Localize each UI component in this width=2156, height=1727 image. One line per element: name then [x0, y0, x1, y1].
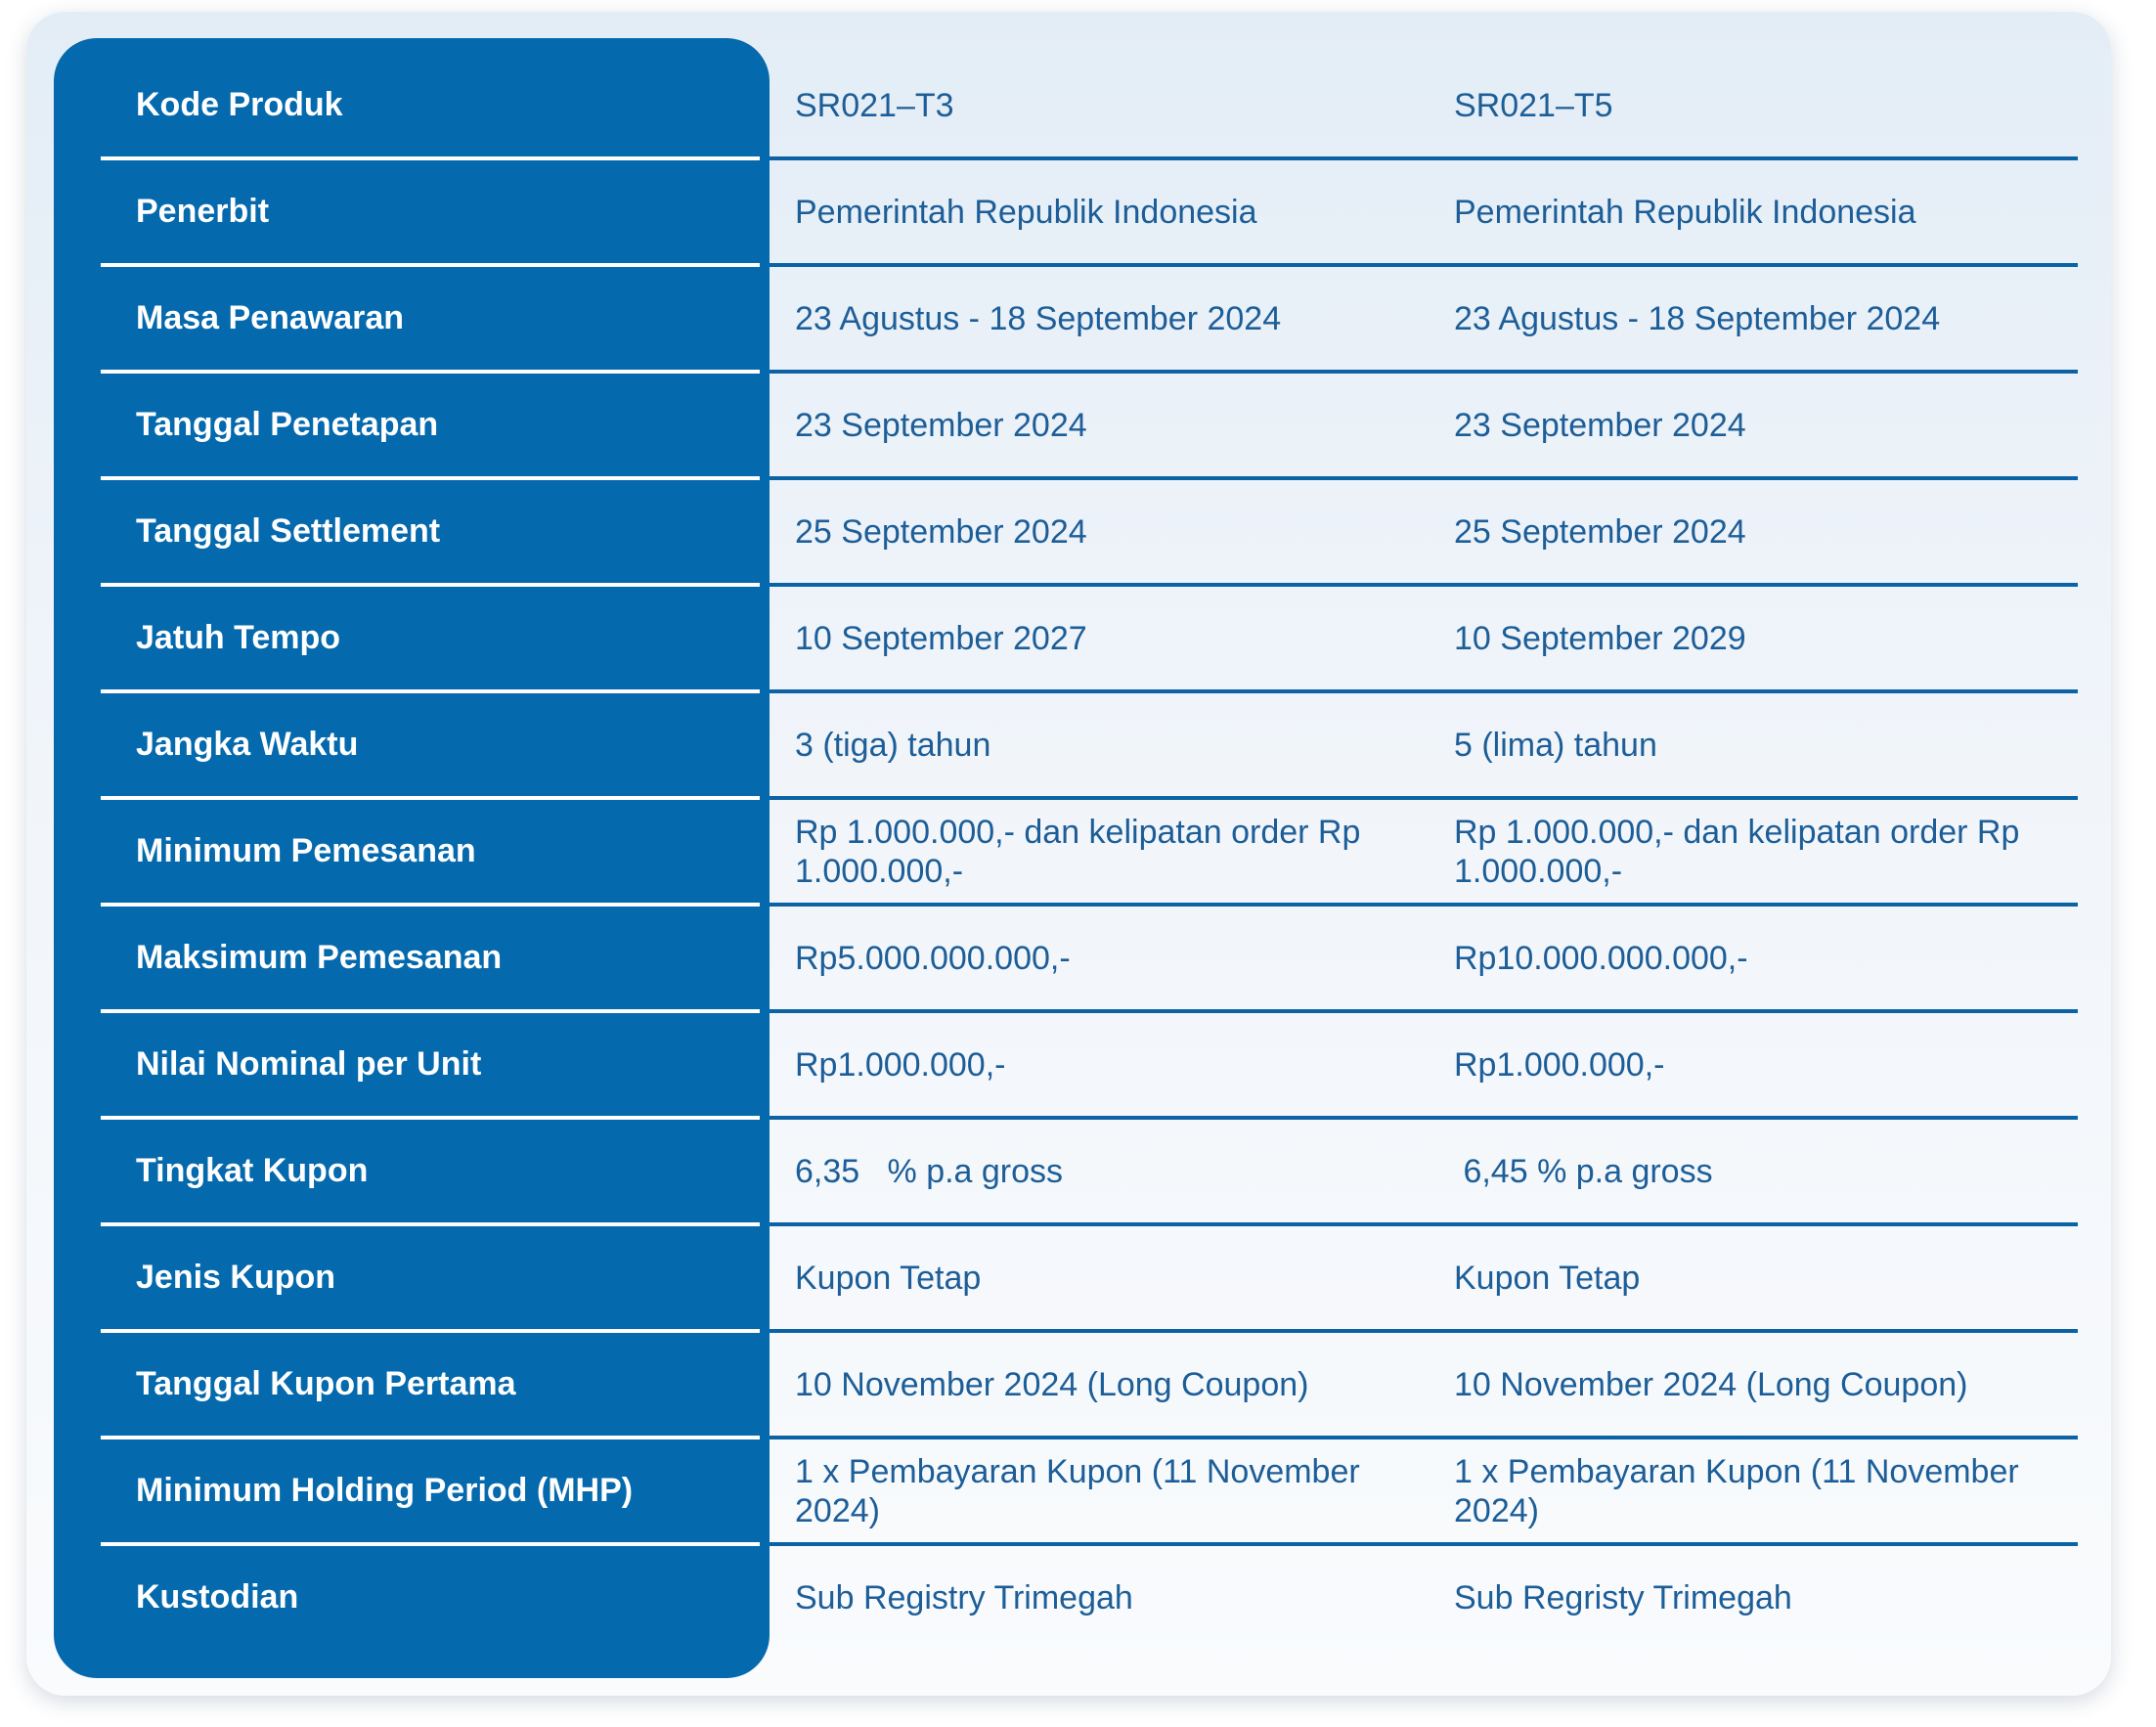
- table-row: [0, 585, 2156, 691]
- row-divider-right: [770, 1329, 2078, 1333]
- row-divider-right: [770, 903, 2078, 907]
- row-value-sr021-t5: 1 x Pembayaran Kupon (11 November 2024): [1454, 1452, 2019, 1529]
- row-divider-right: [770, 370, 2078, 374]
- row-label: Maksimum Pemesanan: [136, 939, 503, 976]
- row-value-sr021-t3: 23 September 2024: [795, 406, 1087, 444]
- row-value-sr021-t3: 3 (tiga) tahun: [795, 726, 991, 764]
- row-value-sr021-t5: 25 September 2024: [1454, 512, 1746, 551]
- row-divider-right: [770, 156, 2078, 160]
- table-row: [0, 265, 2156, 372]
- table-row: [0, 798, 2156, 905]
- table-row: [0, 905, 2156, 1011]
- row-label: Nilai Nominal per Unit: [136, 1045, 482, 1083]
- row-label: Kustodian: [136, 1578, 299, 1616]
- row-divider-right: [770, 263, 2078, 267]
- row-label: Minimum Holding Period (MHP): [136, 1472, 634, 1509]
- row-label: Tanggal Kupon Pertama: [136, 1365, 516, 1402]
- row-value-sr021-t3: Pemerintah Republik Indonesia: [795, 193, 1257, 231]
- table-row: [0, 1438, 2156, 1544]
- row-value-sr021-t5: SR021–T5: [1454, 86, 1613, 124]
- row-label: Masa Penawaran: [136, 299, 405, 336]
- row-value-sr021-t5: 23 Agustus - 18 September 2024: [1454, 299, 1941, 337]
- row-label: Jatuh Tempo: [136, 619, 341, 656]
- row-value-sr021-t5: Rp1.000.000,-: [1454, 1045, 1665, 1084]
- row-divider-right: [770, 1436, 2078, 1439]
- row-divider-right: [770, 583, 2078, 587]
- row-divider-left: [101, 796, 760, 800]
- row-divider-right: [770, 476, 2078, 480]
- row-divider-right: [770, 1222, 2078, 1226]
- row-value-sr021-t5: Pemerintah Republik Indonesia: [1454, 193, 1916, 231]
- table-row: [0, 372, 2156, 478]
- row-value-sr021-t5: Kupon Tetap: [1454, 1259, 1641, 1297]
- row-divider-left: [101, 1009, 760, 1013]
- row-value-sr021-t3: 23 Agustus - 18 September 2024: [795, 299, 1282, 337]
- row-value-sr021-t3: Rp 1.000.000,- dan kelipatan order Rp 1.000.000,-: [795, 813, 1361, 890]
- row-label: Tanggal Settlement: [136, 512, 441, 550]
- row-value-sr021-t3: Rp5.000.000.000,-: [795, 939, 1071, 977]
- row-value-sr021-t5: 23 September 2024: [1454, 406, 1746, 444]
- row-divider-left: [101, 583, 760, 587]
- table-row: [0, 478, 2156, 585]
- row-value-sr021-t3: 10 September 2027: [795, 619, 1087, 657]
- row-value-sr021-t3: Sub Registry Trimegah: [795, 1578, 1133, 1616]
- row-value-sr021-t3: SR021–T3: [795, 86, 954, 124]
- row-divider-left: [101, 370, 760, 374]
- row-label: Tanggal Penetapan: [136, 406, 439, 443]
- row-divider-right: [770, 796, 2078, 800]
- row-value-sr021-t5: 6,45 % p.a gross: [1454, 1152, 1713, 1190]
- table-row: [0, 1118, 2156, 1224]
- row-divider-left: [101, 476, 760, 480]
- row-divider-right: [770, 1009, 2078, 1013]
- row-label: Jangka Waktu: [136, 726, 359, 763]
- table-row: [0, 52, 2156, 158]
- row-value-sr021-t3: 10 November 2024 (Long Coupon): [795, 1365, 1309, 1403]
- table-row: [0, 158, 2156, 265]
- row-divider-right: [770, 1116, 2078, 1120]
- row-divider-left: [101, 1542, 760, 1546]
- row-value-sr021-t5: 5 (lima) tahun: [1454, 726, 1657, 764]
- row-divider-left: [101, 903, 760, 907]
- row-value-sr021-t5: 10 November 2024 (Long Coupon): [1454, 1365, 1968, 1403]
- row-value-sr021-t5: Sub Regristy Trimegah: [1454, 1578, 1792, 1616]
- row-label: Jenis Kupon: [136, 1259, 336, 1296]
- row-value-sr021-t3: 1 x Pembayaran Kupon (11 November 2024): [795, 1452, 1360, 1529]
- row-value-sr021-t3: Kupon Tetap: [795, 1259, 982, 1297]
- row-label: Tingkat Kupon: [136, 1152, 369, 1189]
- row-value-sr021-t5: Rp10.000.000.000,-: [1454, 939, 1748, 977]
- row-divider-right: [770, 1542, 2078, 1546]
- row-value-sr021-t3: 6,35 % p.a gross: [795, 1152, 1064, 1190]
- table-row: [0, 1224, 2156, 1331]
- row-value-sr021-t3: 25 September 2024: [795, 512, 1087, 551]
- row-divider-left: [101, 1222, 760, 1226]
- row-value-sr021-t3: Rp1.000.000,-: [795, 1045, 1006, 1084]
- row-divider-left: [101, 263, 760, 267]
- table-row: [0, 691, 2156, 798]
- table-row: [0, 1544, 2156, 1651]
- row-label: Minimum Pemesanan: [136, 832, 476, 869]
- row-divider-right: [770, 689, 2078, 693]
- row-divider-left: [101, 689, 760, 693]
- row-label: Penerbit: [136, 193, 270, 230]
- row-divider-left: [101, 1329, 760, 1333]
- row-label: Kode Produk: [136, 86, 343, 123]
- row-divider-left: [101, 1436, 760, 1439]
- row-value-sr021-t5: 10 September 2029: [1454, 619, 1746, 657]
- row-divider-left: [101, 156, 760, 160]
- table-row: [0, 1331, 2156, 1438]
- row-value-sr021-t5: Rp 1.000.000,- dan kelipatan order Rp 1.000.000,-: [1454, 813, 2020, 890]
- table-row: [0, 1011, 2156, 1118]
- row-divider-left: [101, 1116, 760, 1120]
